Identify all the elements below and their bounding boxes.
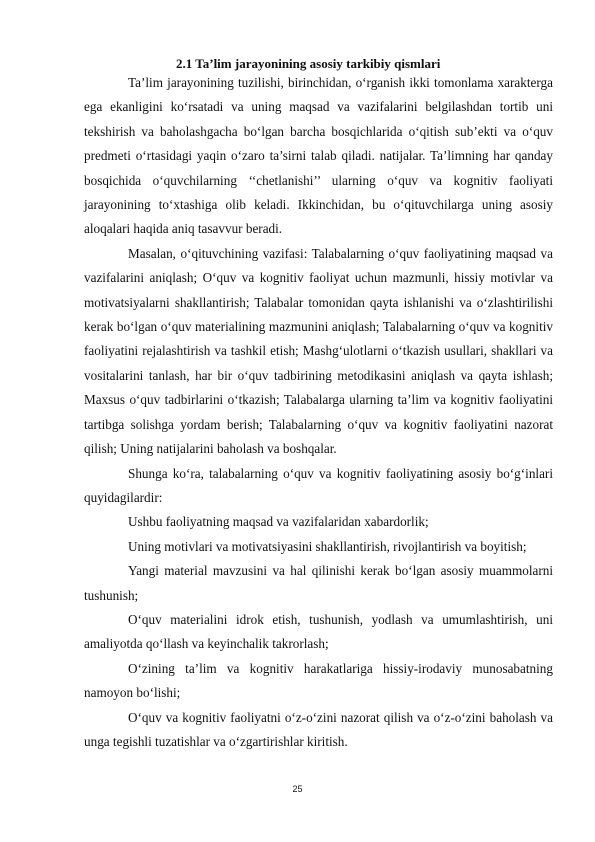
section-heading: 2.1 Ta’lim jarayonining asosiy tarkibiy qismlari [176, 56, 441, 71]
paragraph: Ushbu faoliyatning maqsad va vazifalaridan xabardorlik; [128, 514, 429, 530]
paragraph: Shunga ko‘ra, talabalarning o‘quv va kognitiv faoliyatining asosiy bo‘g‘inlari quyidagilardir: [84, 465, 553, 505]
paragraph: O‘quv va kognitiv faoliyatni o‘z-o‘zini nazorat qilish va o‘z-o‘zini baholash va unga tegishli tuzatishlar va o‘zgartirishlar kiritish. [84, 709, 553, 749]
paragraph: O‘quv materialini idrok etish, tushunish, yodlash va umumlashtirish, uni amaliyotda qo‘llash va keyinchalik takrorlash; [84, 611, 553, 652]
paragraph: Uning motivlari va motivatsiyasini shakllantirish, rivojlantirish va boyitish; [128, 538, 527, 554]
page-number: 25 [292, 784, 303, 794]
paragraph: Yangi material mavzusini va hal qilinishi kerak bo‘lgan asosiy muammolarni tushunish; [84, 563, 553, 603]
body-text [84, 71, 553, 754]
paragraph: Masalan, o‘qituvchining vazifasi: Talabalarning o‘quv faoliyatining maqsad va vazifalarini aniqlash; O‘quv va kognitiv faoliyat uchun mazmunli, hissiy motivlar va motivatsiyalarni shakllantirish; Talabalar tomonidan qayta ishlanishi va o‘zlashtirilishi kerak bo‘lgan o‘quv materialining mazmunini aniqlash; Talabalarning o‘quv va kognitiv faoliyatini rejalashtirish va tashkil etish; Mashg‘ulotlarni o‘tkazish usullari, shakllari va vositalarini tanlash, har bir o‘quv tadbirining metodikasini aniqlash va qayta ishlash; Maxsus o‘quv tadbirlarini o‘tkazish; Talabalarga ularning ta’lim va kognitiv faoliyatini tartibga solishga yordam berish; Talabalarning o‘quv va kognitiv faoliyatini nazorat qilish; Uning natijalarini baholash va boshqalar. [84, 245, 553, 457]
paragraph: O‘zining ta’lim va kognitiv harakatlariga hissiy-irodaviy munosabatning namoyon bo‘lishi; [84, 660, 553, 701]
paragraph: Ta’lim jarayonining tuzilishi, birinchidan, o‘rganish ikki tomonlama xarakterga ega ekanligini ko‘rsatadi va uning maqsad va vazifalarini belgilashdan tortib uni tekshirish va baholashgacha bo‘lgan barcha bosqichlarida o‘qitish sub’ekti va o‘quv predmeti o‘rtasidagi yaqin o‘zaro ta’sirni talab qiladi. natijalar. Ta’limning har qanday bosqichida o‘quvchilarning ‘‘chetlanishi’’ ularning o‘quv va kognitiv faoliyati jarayonining to‘xtashiga olib keladi. Ikkinchidan, bu o‘qituvchilarga uning asosiy aloqalari haqida aniq tasavvur beradi. [84, 75, 553, 237]
